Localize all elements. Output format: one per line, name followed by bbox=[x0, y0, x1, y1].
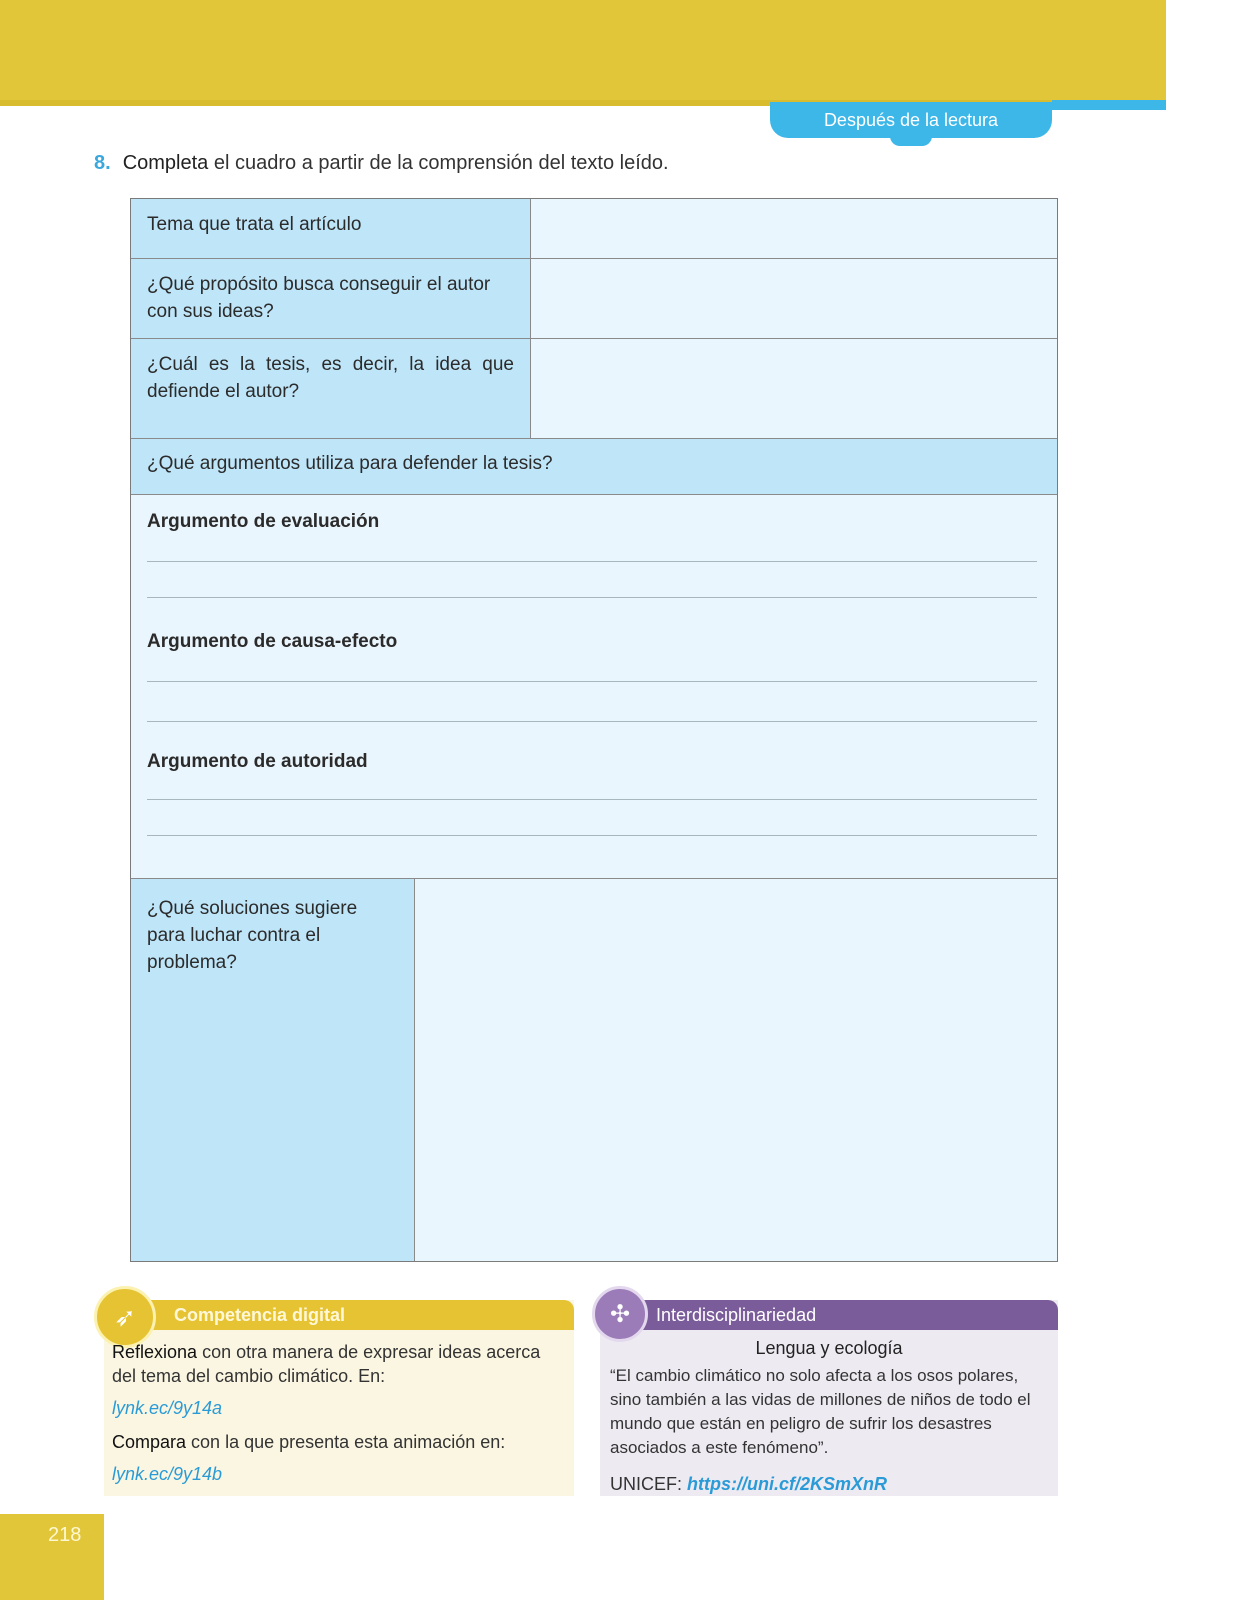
interdisciplinary-box-title: Interdisciplinariedad bbox=[600, 1300, 1058, 1330]
activity-number: 8. bbox=[94, 152, 111, 174]
answer-line[interactable] bbox=[147, 681, 1037, 682]
answer-cell-topic[interactable] bbox=[531, 199, 1057, 258]
digital-box-body bbox=[112, 1340, 558, 1496]
interdisciplinary-source bbox=[610, 1474, 887, 1495]
argument-title-cause-effect: Argumento de causa-efecto bbox=[147, 631, 398, 652]
source-link[interactable]: https://uni.cf/2KSmXnR bbox=[687, 1474, 888, 1494]
top-color-band bbox=[0, 0, 1166, 104]
arguments-header: ¿Qué argumentos utiliza para defender la tesis? bbox=[147, 453, 553, 474]
puzzle-icon: ✣ bbox=[592, 1286, 648, 1342]
answer-line[interactable] bbox=[147, 561, 1037, 562]
section-tab-label: Después de la lectura bbox=[823, 109, 999, 130]
interdisciplinary-box bbox=[600, 1300, 1058, 1496]
table-row bbox=[131, 199, 1057, 259]
table-row bbox=[131, 339, 1057, 439]
question-cell: ¿Qué propósito busca conseguir el autor con sus ideas? bbox=[131, 259, 531, 338]
cursor-icon: ➶ bbox=[94, 1286, 156, 1348]
digital-box-title: Competencia digital bbox=[144, 1300, 574, 1330]
activity-instruction bbox=[94, 152, 669, 175]
question-cell: ¿Cuál es la tesis, es decir, la idea que defiende el autor? bbox=[131, 339, 531, 438]
table-row bbox=[131, 259, 1057, 339]
section-tab-strip bbox=[1052, 100, 1166, 110]
digital-verb-compare: Compara bbox=[112, 1432, 187, 1452]
digital-link-2[interactable]: lynk.ec/9y14b bbox=[112, 1464, 223, 1484]
instruction-text: el cuadro a partir de la comprensión del texto leído. bbox=[213, 152, 669, 174]
answer-cell-solutions[interactable] bbox=[415, 879, 1057, 1261]
arguments-section bbox=[131, 495, 1057, 879]
question-cell: ¿Qué soluciones sugiere para luchar contra el problema? bbox=[131, 879, 415, 1261]
answer-line[interactable] bbox=[147, 721, 1037, 722]
answer-line[interactable] bbox=[147, 799, 1037, 800]
digital-link-1[interactable]: lynk.ec/9y14a bbox=[112, 1398, 223, 1418]
instruction-verb: Completa bbox=[122, 152, 209, 174]
answer-line[interactable] bbox=[147, 835, 1037, 836]
digital-competence-box bbox=[104, 1300, 574, 1496]
section-tab bbox=[770, 102, 1052, 138]
interdisciplinary-subtitle: Lengua y ecología bbox=[755, 1338, 903, 1358]
question-cell: Tema que trata el artículo bbox=[131, 199, 531, 258]
answer-cell-purpose[interactable] bbox=[531, 259, 1057, 338]
answer-line[interactable] bbox=[147, 597, 1037, 598]
digital-text-1: con otra manera de expresar ideas acerca del tema del cambio climático. En: bbox=[112, 1342, 541, 1386]
answer-cell-thesis[interactable] bbox=[531, 339, 1057, 438]
argument-title-authority: Argumento de autoridad bbox=[147, 751, 368, 772]
argument-title-evaluation: Argumento de evaluación bbox=[147, 511, 380, 532]
digital-verb-reflect: Reflexiona bbox=[112, 1342, 198, 1362]
interdisciplinary-quote: “El cambio climático no solo afecta a los osos polares, sino también a las vidas de millones de niños de todo el mundo que están en peligro de sufrir los desastres asociados a este fenómeno”. bbox=[610, 1366, 1031, 1457]
source-label: UNICEF: bbox=[610, 1474, 682, 1494]
arguments-header-row bbox=[131, 439, 1057, 495]
page-number: 218 bbox=[48, 1524, 82, 1546]
table-row bbox=[131, 879, 1057, 1261]
digital-text-2: con la que presenta esta animación en: bbox=[191, 1432, 506, 1452]
worksheet-table bbox=[130, 198, 1058, 1262]
